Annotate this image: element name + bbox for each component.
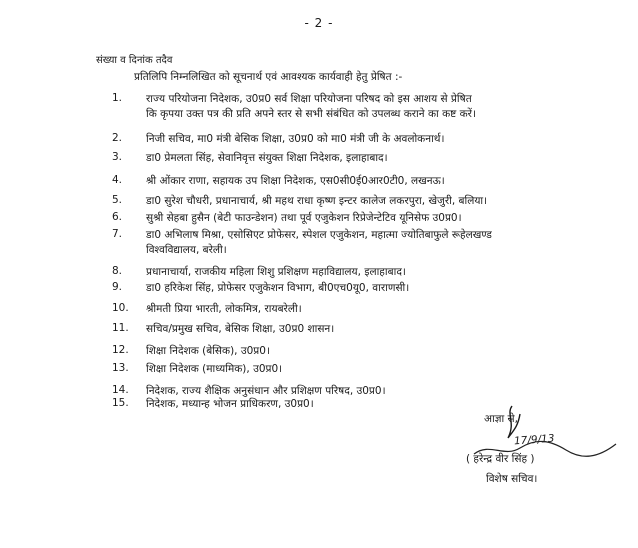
signatory-name: ( हरेन्द्र वीर सिंह ) [466,453,535,465]
signature-date: 17/9/13 [513,432,555,448]
recipient-text-line: शिक्षा निदेशक (बेसिक), उ0प्र0। [146,345,270,357]
recipient-number: 14. [112,384,129,396]
recipient-text-line: डा0 अभिलाष मिश्रा, एसोसिएट प्रोफेसर, स्पेशल एजुकेशन, महात्मा ज्योतिबाफुले रूहेलखण्ड [146,229,492,241]
recipient-text-line: निदेशक, राज्य शैक्षिक अनुसंधान और प्रशिक्षण परिषद, उ0प्र0। [146,385,386,397]
recipient-number: 3. [112,151,123,163]
recipient-text-line: कि कृपया उक्त पत्र की प्रति अपने स्तर से सभी संबंधित को उपलब्ध कराने का कष्ट करें। [146,108,476,120]
recipient-number: 7. [112,228,123,240]
recipient-number: 10. [112,302,129,314]
recipient-text-line: डा0 प्रेमलता सिंह, सेवानिवृत्त संयुक्त शिक्षा निदेशक, इलाहाबाद। [146,152,388,164]
reference-line: संख्या व दिनांक तदैव [96,55,173,66]
recipient-number: 4. [112,174,123,186]
recipient-text-line: डा0 हरिकेश सिंह, प्रोफेसर एजुकेशन विभाग, बी0एच0यू0, वाराणसी। [146,282,410,294]
recipient-number: 5. [112,194,123,206]
recipient-text-line: निजी सचिव, मा0 मंत्री बेसिक शिक्षा, उ0प्र0 को मा0 मंत्री जी के अवलोकनार्थ। [146,133,445,145]
recipient-text-line: शिक्षा निदेशक (माध्यमिक), उ0प्र0। [146,363,283,375]
signature-order: आज्ञा से, [484,413,518,425]
recipient-text-line: सचिव/प्रमुख सचिव, बेसिक शिक्षा, उ0प्र0 शासन। [146,323,335,335]
recipient-number: 12. [112,344,129,356]
recipient-number: 6. [112,211,123,223]
recipient-number: 11. [112,322,129,334]
recipient-text-line: प्रधानाचार्या, राजकीय महिला शिशु प्रशिक्षण महाविद्यालय, इलाहाबाद। [146,266,406,278]
recipient-number: 9. [112,281,123,293]
recipient-number: 8. [112,265,123,277]
page-number: - 2 - [304,16,334,30]
copy-to-intro: प्रतिलिपि निम्नलिखित को सूचनार्थ एवं आवश्यक कार्यवाही हेतु प्रेषित :- [134,71,403,83]
recipient-text-line: सुश्री सेहबा हुसैन (बेटी फाउन्डेशन) तथा पूर्व एजुकेशन रिप्रेजेन्टेटिव यूनिसेफ उ0प्र0। [146,212,462,224]
signatory-designation: विशेष सचिव। [486,473,538,485]
recipient-number: 15. [112,397,129,409]
recipient-text-line: श्री ओंकार राणा, सहायक उप शिक्षा निदेशक, एस0सी0ई0आर0टी0, लखनऊ। [146,175,445,187]
recipient-text-line: डा0 सुरेश चौधरी, प्रधानाचार्य, श्री महथ राधा कृष्ण इन्टर कालेज लकरपुरा, खेजुरी, बलिया। [146,195,488,207]
recipient-text-line: विश्वविद्यालय, बरेली। [146,244,227,256]
recipient-number: 13. [112,362,129,374]
recipient-text-line: निदेशक, मध्यान्ह भोजन प्राधिकरण, उ0प्र0। [146,398,314,410]
recipient-number: 1. [112,92,123,104]
recipient-number: 2. [112,132,123,144]
recipient-text-line: श्रीमती प्रिया भारती, लोकमित्र, रायबरेली। [146,303,302,315]
recipient-text-line: राज्य परियोजना निदेशक, उ0प्र0 सर्व शिक्षा परियोजना परिषद को इस आशय से प्रेषित [146,93,472,105]
